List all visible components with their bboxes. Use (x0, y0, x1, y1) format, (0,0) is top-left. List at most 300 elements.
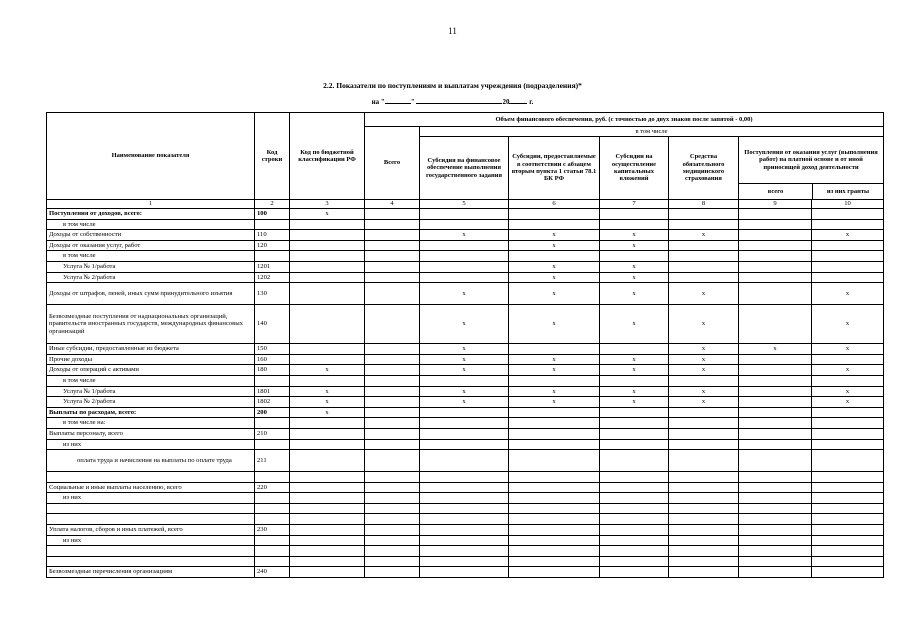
value-cell: x (509, 365, 600, 376)
value-cell (812, 503, 884, 514)
value-cell (509, 472, 600, 483)
value-cell (739, 283, 812, 305)
value-cell (509, 546, 600, 557)
value-cell (365, 386, 420, 397)
value-cell: x (669, 397, 739, 408)
value-cell (669, 261, 739, 272)
value-cell (812, 514, 884, 525)
value-cell (739, 397, 812, 408)
header-paid-income (739, 137, 884, 200)
value-cell (509, 375, 600, 386)
table-row (47, 230, 884, 241)
value-cell (812, 450, 884, 472)
value-cell (420, 503, 509, 514)
value-cell (420, 407, 509, 418)
row-code: 211 (255, 450, 290, 472)
value-cell (600, 428, 669, 439)
value-cell: x (669, 305, 739, 344)
value-cell: x (600, 261, 669, 272)
value-cell (739, 305, 812, 344)
value-cell (669, 503, 739, 514)
value-cell (669, 567, 739, 578)
value-cell (420, 251, 509, 262)
value-cell (812, 472, 884, 483)
value-cell: x (600, 230, 669, 241)
value-cell: x (812, 365, 884, 376)
value-cell: x (812, 230, 884, 241)
value-cell (600, 514, 669, 525)
value-cell (812, 240, 884, 251)
row-code: 220 (255, 482, 290, 493)
value-cell (290, 546, 365, 557)
value-cell: x (669, 230, 739, 241)
value-cell (669, 240, 739, 251)
value-cell (739, 272, 812, 283)
value-cell (739, 450, 812, 472)
value-cell (509, 418, 600, 429)
indicator-name (47, 514, 255, 525)
value-cell (365, 209, 420, 220)
indicator-name: из них (47, 493, 255, 504)
value-cell (600, 556, 669, 567)
table-row (47, 418, 884, 429)
value-cell (509, 514, 600, 525)
header-subsidy-capital: Субсидии на осуществление капитальных вложений (600, 137, 669, 200)
value-cell (365, 546, 420, 557)
value-cell (365, 261, 420, 272)
table-row (47, 283, 884, 305)
value-cell: x (600, 283, 669, 305)
value-cell (290, 251, 365, 262)
indicator-name: в том числе на: (47, 418, 255, 429)
table-row (47, 535, 884, 546)
value-cell (739, 365, 812, 376)
value-cell: x (290, 407, 365, 418)
table-row (47, 439, 884, 450)
value-cell: x (509, 240, 600, 251)
value-cell (812, 209, 884, 220)
value-cell (365, 567, 420, 578)
value-cell (812, 556, 884, 567)
table-row (47, 397, 884, 408)
value-cell (812, 525, 884, 536)
value-cell: x (739, 344, 812, 355)
row-code: 230 (255, 525, 290, 536)
header-paid-income-subcols (739, 184, 883, 199)
value-cell (290, 375, 365, 386)
value-cell (812, 354, 884, 365)
value-cell (669, 209, 739, 220)
value-cell (739, 219, 812, 230)
value-cell (669, 493, 739, 504)
date-year-blank (509, 96, 527, 104)
value-cell (290, 472, 365, 483)
indicator-name: Выплаты по расходам, всего: (47, 407, 255, 418)
report-title: 2.2. Показатели по поступлениям и выплатам учреждения (подразделения)* (323, 81, 582, 90)
value-cell (290, 514, 365, 525)
col-number: 6 (509, 200, 600, 209)
date-prefix: на " (371, 98, 385, 106)
table-row (47, 305, 884, 344)
date-month-blank (416, 96, 502, 104)
header-total: Всего (365, 127, 420, 200)
value-cell (365, 344, 420, 355)
indicator-name: Прочие доходы (47, 354, 255, 365)
value-cell (365, 503, 420, 514)
table-row (47, 450, 884, 472)
header-paid-income-label: Поступления от оказания услуг (выполнения работ) на платной основе и от иной приносящей доход деятельности (739, 137, 883, 184)
row-code: 1202 (255, 272, 290, 283)
value-cell (290, 261, 365, 272)
value-cell (600, 439, 669, 450)
table-row (47, 525, 884, 536)
value-cell (739, 386, 812, 397)
value-cell (600, 482, 669, 493)
value-cell (739, 546, 812, 557)
value-cell (600, 209, 669, 220)
value-cell (669, 556, 739, 567)
table-row (47, 407, 884, 418)
value-cell (420, 240, 509, 251)
value-cell (739, 503, 812, 514)
value-cell (290, 525, 365, 536)
value-cell (739, 472, 812, 483)
value-cell (365, 450, 420, 472)
report-date-line (0, 96, 905, 106)
value-cell (420, 209, 509, 220)
value-cell (812, 567, 884, 578)
column-number-row (47, 200, 884, 209)
value-cell (739, 209, 812, 220)
value-cell (420, 567, 509, 578)
value-cell: x (290, 386, 365, 397)
value-cell: x (600, 240, 669, 251)
value-cell: x (509, 397, 600, 408)
col-number: 4 (365, 200, 420, 209)
indicator-name: из них (47, 439, 255, 450)
value-cell (509, 407, 600, 418)
value-cell: x (420, 283, 509, 305)
value-cell (420, 556, 509, 567)
value-cell: x (509, 283, 600, 305)
indicator-name: Услуга № 2/работа (47, 397, 255, 408)
value-cell (600, 493, 669, 504)
header-paid-all: всего (739, 184, 813, 199)
value-cell (290, 493, 365, 504)
value-cell (600, 418, 669, 429)
value-cell: x (509, 272, 600, 283)
value-cell (365, 375, 420, 386)
value-cell (669, 219, 739, 230)
value-cell (365, 493, 420, 504)
value-cell (600, 375, 669, 386)
indicator-name: Социальные и иные выплаты населению, всего (47, 482, 255, 493)
value-cell (600, 546, 669, 557)
table-row (47, 251, 884, 262)
indicators-table (46, 112, 884, 578)
value-cell (509, 251, 600, 262)
value-cell (600, 525, 669, 536)
value-cell (365, 397, 420, 408)
value-cell: x (509, 305, 600, 344)
value-cell (420, 535, 509, 546)
value-cell: x (290, 209, 365, 220)
value-cell (365, 251, 420, 262)
value-cell (420, 482, 509, 493)
date-day-blank (385, 96, 411, 104)
col-number: 9 (739, 200, 812, 209)
value-cell: x (600, 365, 669, 376)
table-row (47, 514, 884, 525)
value-cell (509, 482, 600, 493)
value-cell (365, 240, 420, 251)
indicator-name: Поступления от доходов, всего: (47, 209, 255, 220)
header-subsidy-task: Субсидия на финансовое обеспечение выполнения государственного задания (420, 137, 509, 200)
value-cell (739, 535, 812, 546)
value-cell (365, 407, 420, 418)
row-code (255, 219, 290, 230)
row-code: 1801 (255, 386, 290, 397)
value-cell (365, 418, 420, 429)
header-paid-grants: из них гранты (826, 187, 870, 195)
value-cell (365, 219, 420, 230)
value-cell (290, 354, 365, 365)
value-cell (365, 272, 420, 283)
value-cell (420, 439, 509, 450)
value-cell (669, 514, 739, 525)
value-cell (420, 428, 509, 439)
table-row (47, 386, 884, 397)
value-cell: x (509, 261, 600, 272)
value-cell (600, 251, 669, 262)
indicator-name (47, 472, 255, 483)
header-oms-funds: Средства обязательного медицинского страхования (669, 137, 739, 200)
table-row (47, 503, 884, 514)
value-cell (509, 493, 600, 504)
header-subsidy-78: Субсидии, предоставляемые в соответствии с абзацем вторым пункта 1 статьи 78.1 БК РФ (509, 137, 600, 200)
value-cell (420, 525, 509, 536)
indicator-name: Услуга № 1/работа (47, 261, 255, 272)
value-cell (669, 418, 739, 429)
value-cell: x (420, 354, 509, 365)
value-cell (365, 525, 420, 536)
col-number: 8 (669, 200, 739, 209)
value-cell (739, 439, 812, 450)
value-cell (290, 450, 365, 472)
row-code (255, 556, 290, 567)
value-cell (509, 525, 600, 536)
row-code: 210 (255, 428, 290, 439)
value-cell (600, 450, 669, 472)
value-cell (365, 365, 420, 376)
table-row (47, 261, 884, 272)
indicator-name: в том числе (47, 219, 255, 230)
row-code: 120 (255, 240, 290, 251)
value-cell (365, 556, 420, 567)
value-cell: x (600, 354, 669, 365)
value-cell: x (420, 365, 509, 376)
value-cell (739, 556, 812, 567)
value-cell (739, 407, 812, 418)
value-cell (669, 407, 739, 418)
indicator-name: в том числе (47, 375, 255, 386)
value-cell: x (812, 386, 884, 397)
indicator-name: Безвозмездные перечисления организациям (47, 567, 255, 578)
header-funding-volume: Объем финансового обеспечения, руб. (с точностью до двух знаков после запятой - 0,00) (365, 113, 884, 127)
value-cell (290, 305, 365, 344)
value-cell (600, 472, 669, 483)
value-cell (509, 535, 600, 546)
table-row (47, 375, 884, 386)
value-cell (290, 344, 365, 355)
value-cell (420, 493, 509, 504)
indicator-name: Услуга № 2/работа (47, 272, 255, 283)
value-cell (739, 418, 812, 429)
date-quote-close: " (410, 98, 415, 106)
value-cell (290, 240, 365, 251)
value-cell: x (669, 344, 739, 355)
value-cell (600, 503, 669, 514)
value-cell (290, 535, 365, 546)
value-cell (420, 472, 509, 483)
value-cell (812, 546, 884, 557)
row-code (255, 535, 290, 546)
row-code (255, 503, 290, 514)
value-cell (290, 439, 365, 450)
row-code (255, 514, 290, 525)
value-cell: x (420, 386, 509, 397)
value-cell (290, 283, 365, 305)
date-suffix: г. (529, 98, 534, 106)
table-row (47, 365, 884, 376)
value-cell (669, 535, 739, 546)
indicator-name (47, 556, 255, 567)
row-code (255, 439, 290, 450)
indicator-name: из них (47, 535, 255, 546)
value-cell: x (420, 230, 509, 241)
row-code: 130 (255, 283, 290, 305)
indicator-name (47, 546, 255, 557)
value-cell: x (812, 305, 884, 344)
value-cell (420, 418, 509, 429)
value-cell (365, 428, 420, 439)
value-cell: x (669, 365, 739, 376)
value-cell: x (290, 397, 365, 408)
value-cell (509, 428, 600, 439)
header-in-which: в том числе (420, 127, 884, 137)
value-cell (509, 219, 600, 230)
table-row (47, 556, 884, 567)
value-cell (509, 567, 600, 578)
table-row (47, 472, 884, 483)
value-cell (290, 482, 365, 493)
value-cell: x (600, 272, 669, 283)
col-number: 2 (255, 200, 290, 209)
header-indicator-name: Наименование показателя (47, 113, 255, 200)
value-cell (739, 354, 812, 365)
value-cell (600, 344, 669, 355)
date-year-prefix: 20 (502, 98, 510, 106)
value-cell (812, 493, 884, 504)
row-code: 110 (255, 230, 290, 241)
value-cell (739, 525, 812, 536)
value-cell (365, 230, 420, 241)
indicator-name: Доходы от штрафов, пеней, иных сумм принудительного изъятия (47, 283, 255, 305)
row-code: 180 (255, 365, 290, 376)
value-cell (290, 567, 365, 578)
row-code (255, 251, 290, 262)
value-cell: x (600, 386, 669, 397)
value-cell: x (420, 305, 509, 344)
value-cell (739, 240, 812, 251)
table-row (47, 240, 884, 251)
value-cell: x (812, 283, 884, 305)
table-row (47, 272, 884, 283)
value-cell (420, 272, 509, 283)
value-cell (365, 482, 420, 493)
value-cell (420, 219, 509, 230)
indicator-name: в том числе (47, 251, 255, 262)
value-cell (290, 230, 365, 241)
indicator-name: Доходы от оказания услуг, работ (47, 240, 255, 251)
value-cell (420, 375, 509, 386)
header-bk-code: Код по бюджетной классификации РФ (290, 113, 365, 200)
row-code (255, 418, 290, 429)
value-cell: x (812, 344, 884, 355)
indicator-name: Услуга № 1/работа (47, 386, 255, 397)
value-cell: x (600, 305, 669, 344)
row-code: 150 (255, 344, 290, 355)
value-cell (739, 482, 812, 493)
value-cell (739, 493, 812, 504)
indicator-name: Иные субсидии, предоставленные из бюджета (47, 344, 255, 355)
table-row (47, 546, 884, 557)
value-cell: x (600, 397, 669, 408)
table-body (47, 209, 884, 578)
table-row (47, 482, 884, 493)
value-cell (365, 535, 420, 546)
col-number: 10 (812, 200, 884, 209)
value-cell: x (290, 365, 365, 376)
value-cell: x (669, 354, 739, 365)
value-cell: x (420, 397, 509, 408)
value-cell: x (509, 354, 600, 365)
row-code: 1201 (255, 261, 290, 272)
indicator-name: Уплата налогов, сборов и иных платежей, всего (47, 525, 255, 536)
value-cell: x (420, 344, 509, 355)
value-cell (812, 439, 884, 450)
value-cell: x (509, 230, 600, 241)
indicator-name: Выплаты персоналу, всего (47, 428, 255, 439)
row-code: 160 (255, 354, 290, 365)
indicator-name: Безвозмездные поступления от наднациональных организаций, правительств иностранных государств, международных финансовых организаций (47, 305, 255, 344)
value-cell (600, 535, 669, 546)
header-row-code: Код строки (255, 113, 290, 200)
page-number: 11 (448, 26, 457, 36)
row-code: 240 (255, 567, 290, 578)
value-cell (812, 482, 884, 493)
value-cell (509, 344, 600, 355)
value-cell (739, 514, 812, 525)
value-cell (365, 439, 420, 450)
value-cell (600, 407, 669, 418)
value-cell (669, 472, 739, 483)
table-row (47, 567, 884, 578)
value-cell (509, 503, 600, 514)
value-cell (669, 482, 739, 493)
value-cell (290, 503, 365, 514)
value-cell (365, 283, 420, 305)
